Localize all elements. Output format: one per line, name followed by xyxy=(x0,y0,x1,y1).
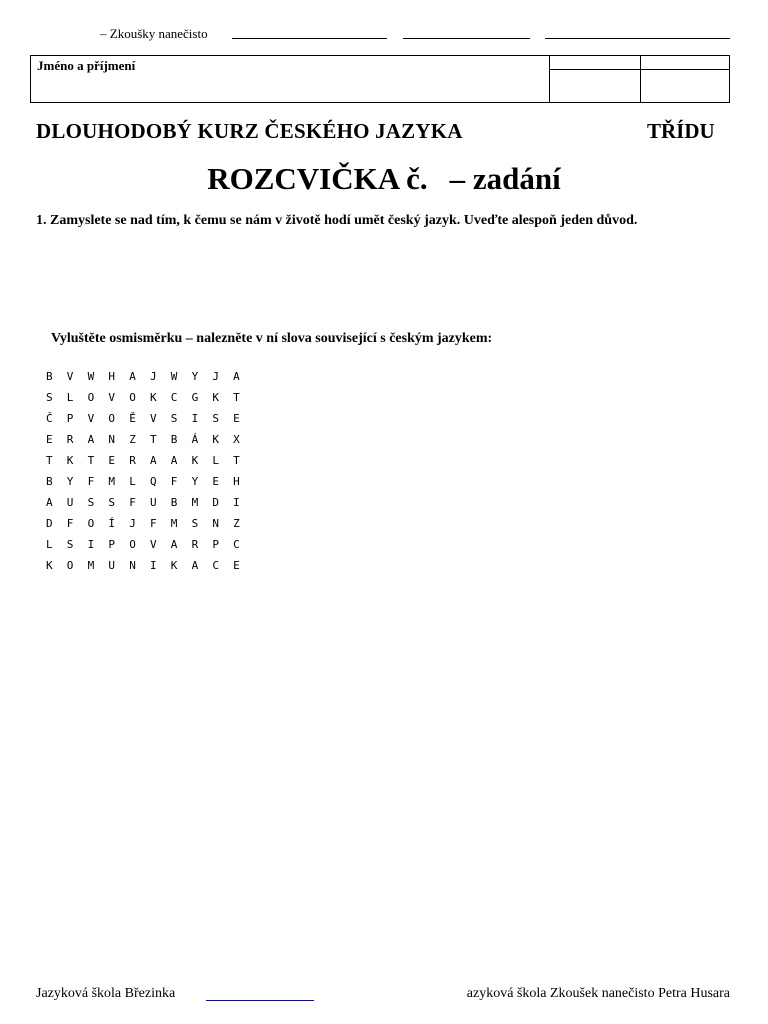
wordsearch-letter: R xyxy=(66,433,74,446)
wordsearch-letter: M xyxy=(191,496,199,509)
wordsearch-letter: Q xyxy=(149,475,157,488)
wordsearch-letter: N xyxy=(108,433,116,446)
wordsearch-letter: A xyxy=(191,559,199,572)
wordsearch-letter: S xyxy=(212,412,219,425)
wordsearch-letter: V xyxy=(66,370,74,383)
wordsearch-letter: B xyxy=(170,433,178,446)
wordsearch-letter: C xyxy=(233,538,240,551)
wordsearch-letter: U xyxy=(149,496,157,509)
wordsearch-row xyxy=(46,412,254,433)
wordsearch-letter: M xyxy=(108,475,116,488)
wordsearch-letter: F xyxy=(87,475,95,488)
wordsearch-letter: L xyxy=(66,391,74,404)
wordsearch-letter: D xyxy=(212,496,219,509)
wordsearch-letter: H xyxy=(108,370,116,383)
wordsearch-letter: E xyxy=(212,475,219,488)
wordsearch-letter: Á xyxy=(191,433,199,446)
wordsearch-row xyxy=(46,370,254,391)
wordsearch-row xyxy=(46,391,254,412)
wordsearch-letter: K xyxy=(212,391,219,404)
wordsearch-letter: V xyxy=(149,538,157,551)
wordsearch-letter: O xyxy=(129,391,136,404)
wordsearch-letter: F xyxy=(170,475,178,488)
wordsearch-letter: O xyxy=(87,517,95,530)
footer-left: Jazyková škola Březinka xyxy=(36,986,176,1001)
wordsearch-letter: L xyxy=(129,475,136,488)
wordsearch-letter: J xyxy=(129,517,136,530)
wordsearch-letter: T xyxy=(46,454,53,467)
wordsearch-row xyxy=(46,496,254,517)
question-1: 1. Zamyslete se nad tím, k čemu se nám v životě hodí umět český jazyk. Uveďte alespoň jeden důvod. xyxy=(36,213,638,228)
question-2: Vyluštěte osmisměrku – nalezněte v ní slova související s českým jazykem: xyxy=(51,331,493,346)
wordsearch-letter: K xyxy=(149,391,157,404)
wordsearch-letter: G xyxy=(191,391,199,404)
footer-link-line xyxy=(206,1000,314,1001)
wordsearch-letter: R xyxy=(129,454,136,467)
wordsearch-letter: R xyxy=(191,538,199,551)
worksheet-title-left: ROZCVIČKA č. xyxy=(207,161,428,196)
wordsearch-letter: Y xyxy=(66,475,74,488)
wordsearch-letter: E xyxy=(108,454,116,467)
header-blank-line-1 xyxy=(232,38,387,39)
wordsearch-letter: C xyxy=(212,559,219,572)
wordsearch-letter: E xyxy=(233,412,240,425)
wordsearch-letter: O xyxy=(66,559,74,572)
class-label: TŘÍDU xyxy=(647,119,715,143)
wordsearch-letter: I xyxy=(191,412,199,425)
name-box-divider-1 xyxy=(549,56,550,102)
wordsearch-letter: C xyxy=(170,391,178,404)
course-title: DLOUHODOBÝ KURZ ČESKÉHO JAZYKA xyxy=(36,119,463,143)
wordsearch-letter: I xyxy=(87,538,95,551)
wordsearch-letter: K xyxy=(212,433,219,446)
wordsearch-letter: Y xyxy=(191,370,199,383)
wordsearch-letter: Y xyxy=(191,475,199,488)
footer-right: azyková škola Zkoušek nanečisto Petra Husara xyxy=(466,986,730,1001)
wordsearch-letter: P xyxy=(66,412,74,425)
wordsearch-letter: Í xyxy=(108,517,116,530)
worksheet-title xyxy=(0,161,768,197)
wordsearch-letter: A xyxy=(233,370,240,383)
wordsearch-letter: X xyxy=(233,433,240,446)
wordsearch-letter: B xyxy=(170,496,178,509)
wordsearch-letter: V xyxy=(149,412,157,425)
name-box-row-divider xyxy=(549,69,729,70)
wordsearch-letter: N xyxy=(212,517,219,530)
name-box-divider-2 xyxy=(640,56,641,102)
wordsearch-row xyxy=(46,454,254,475)
wordsearch-letter: P xyxy=(108,538,116,551)
wordsearch-letter: T xyxy=(87,454,95,467)
wordsearch-row xyxy=(46,517,254,538)
wordsearch-letter: F xyxy=(129,496,136,509)
wordsearch-letter: O xyxy=(129,538,136,551)
wordsearch-letter: L xyxy=(46,538,53,551)
wordsearch-letter: J xyxy=(149,370,157,383)
wordsearch-letter: A xyxy=(87,433,95,446)
wordsearch-letter: F xyxy=(66,517,74,530)
wordsearch-letter: K xyxy=(170,559,178,572)
name-box xyxy=(30,55,730,103)
wordsearch-letter: Ě xyxy=(129,412,136,425)
wordsearch-row xyxy=(46,475,254,496)
wordsearch-row xyxy=(46,433,254,454)
wordsearch-row xyxy=(46,538,254,559)
wordsearch-letter: W xyxy=(170,370,178,383)
wordsearch-letter: E xyxy=(46,433,53,446)
wordsearch-letter: K xyxy=(66,454,74,467)
name-label: Jméno a příjmení xyxy=(37,58,136,73)
wordsearch-letter: S xyxy=(170,412,178,425)
wordsearch-letter: A xyxy=(170,538,178,551)
wordsearch-letter: F xyxy=(149,517,157,530)
wordsearch-letter: H xyxy=(233,475,240,488)
wordsearch-letter: O xyxy=(87,391,95,404)
wordsearch-letter: S xyxy=(66,538,74,551)
wordsearch-letter: U xyxy=(108,559,116,572)
wordsearch-letter: L xyxy=(212,454,219,467)
wordsearch-letter: U xyxy=(66,496,74,509)
wordsearch-letter: N xyxy=(129,559,136,572)
wordsearch-letter: A xyxy=(46,496,53,509)
wordsearch-letter: T xyxy=(149,433,157,446)
wordsearch-letter: A xyxy=(170,454,178,467)
wordsearch-letter: S xyxy=(87,496,95,509)
wordsearch-letter: S xyxy=(191,517,199,530)
header-blank-line-2 xyxy=(403,38,530,39)
wordsearch-letter: W xyxy=(87,370,95,383)
wordsearch-letter: M xyxy=(87,559,95,572)
worksheet-title-right: – zadání xyxy=(449,161,561,196)
wordsearch-letter: T xyxy=(233,454,240,467)
wordsearch-letter: P xyxy=(212,538,219,551)
header-blank-line-3 xyxy=(545,38,730,39)
wordsearch-letter: S xyxy=(46,391,53,404)
wordsearch-letter: B xyxy=(46,370,53,383)
wordsearch-letter: E xyxy=(233,559,240,572)
wordsearch-row xyxy=(46,559,254,580)
wordsearch-letter: K xyxy=(46,559,53,572)
wordsearch-letter: J xyxy=(212,370,219,383)
wordsearch-letter: Z xyxy=(129,433,136,446)
wordsearch-letter: I xyxy=(149,559,157,572)
wordsearch-letter: B xyxy=(46,475,53,488)
wordsearch-letter: S xyxy=(108,496,116,509)
wordsearch-letter: T xyxy=(233,391,240,404)
wordsearch-letter: I xyxy=(233,496,240,509)
wordsearch-letter: Č xyxy=(46,412,53,425)
wordsearch-letter: D xyxy=(46,517,53,530)
wordsearch-letter: V xyxy=(87,412,95,425)
header-text: – Zkoušky nanečisto xyxy=(100,26,208,41)
wordsearch-letter: A xyxy=(129,370,136,383)
wordsearch-letter: M xyxy=(170,517,178,530)
wordsearch-letter: K xyxy=(191,454,199,467)
wordsearch-letter: O xyxy=(108,412,116,425)
wordsearch-grid xyxy=(46,370,254,580)
wordsearch-letter: A xyxy=(149,454,157,467)
wordsearch-letter: Z xyxy=(233,517,240,530)
wordsearch-letter: V xyxy=(108,391,116,404)
